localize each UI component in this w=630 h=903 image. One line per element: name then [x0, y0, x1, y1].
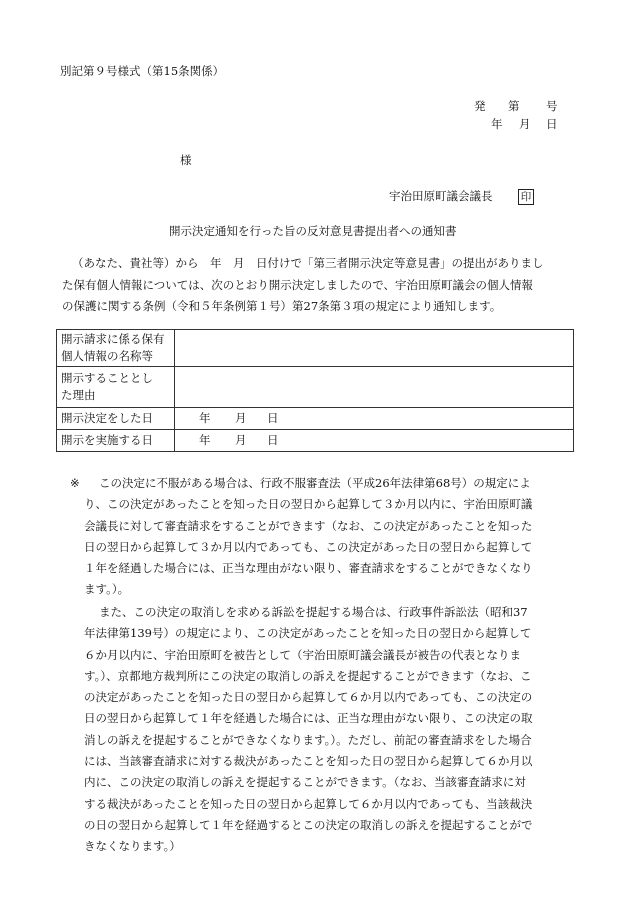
implementation-date-value: 年 月 日	[175, 430, 574, 452]
table-row	[57, 367, 574, 408]
issue-number-part: 号	[546, 99, 558, 113]
form-title: 別記第９号様式（第15条関係）	[60, 64, 225, 78]
note-line: の決定があったことを知った日の翌日から起算して６か月以内であっても、この決定の	[84, 690, 533, 705]
note-paragraph-lawsuit	[62, 602, 582, 858]
table-label: 開示決定をした日	[57, 408, 175, 430]
intro-paragraph	[62, 253, 576, 318]
addressee-suffix: 様	[180, 153, 192, 167]
note-line: ます。）。	[84, 582, 130, 597]
intro-line: （あなた、貴社等）から 年 月 日付けで「第三者開示決定等意見書」の提出がありまし	[72, 256, 544, 270]
table-value	[175, 330, 574, 367]
table-label: 開示することとし た理由	[57, 367, 175, 408]
table-label: 開示請求に係る保有 個人情報の名称等	[57, 330, 175, 367]
note-line: 日の翌日から起算して３か月以内であっても、この決定があった日の翌日から起算して	[84, 539, 533, 554]
note-line: り、この決定があったことを知った日の翌日から起算して３か月以内に、宇治田原町議	[84, 497, 533, 512]
note-line: 消しの訴えを提起することができなくなります。）。ただし、前記の審査請求をした場合	[84, 732, 532, 747]
decision-date-value: 年 月 日	[175, 408, 574, 430]
issue-number-part: 第	[508, 99, 520, 113]
disclosure-table	[56, 329, 574, 452]
document-title: 開示決定通知を行った旨の反対意見書提出者への通知書	[169, 224, 457, 238]
table-row	[57, 330, 574, 367]
note-line: には、当該審査請求に対する裁決があったことを知った日の翌日から起算して６か月以	[84, 754, 533, 769]
issue-date-part: 日	[546, 117, 558, 131]
note-line: １年を経過した場合には、正当な理由がない限り、審査請求をすることができなくなり	[84, 561, 533, 576]
note-paragraph-appeal	[62, 473, 582, 601]
seal-mark: 印	[518, 189, 534, 205]
intro-line: の保護に関する条例（令和５年条例第１号）第27条第３項の規定により通知します。	[62, 299, 502, 313]
note-line: ６か月以内に、宇治田原町を被告として（宇治田原町議会議長が被告の代表となりま	[84, 647, 521, 662]
note-line: 年法律第139号）の規定により、この決定があったことを知った日の翌日から起算して	[84, 626, 532, 641]
note-line: す。）、京都地方裁判所にこの決定の取消しの訴えを提起することができます（なお、こ	[84, 668, 532, 683]
table-label: 開示を実施する日	[57, 430, 175, 452]
note-line: きなくなります。）	[84, 839, 181, 854]
note-line: また、この決定の取消しを求める訴訟を提起する場合は、行政事件訴訟法（昭和37	[99, 605, 528, 619]
note-line: この決定に不服がある場合は、行政不服審査法（平成26年法律第68号）の規定によ	[99, 476, 531, 490]
note-line: 日の翌日から起算して１年を経過した場合には、正当な理由がない限り、この決定の取	[84, 711, 533, 726]
issue-number-part: 発	[474, 99, 486, 113]
sender-name: 宇治田原町議会議長	[389, 189, 493, 203]
note-line: 内に、この決定の取消しの訴えを提起することができます。（なお、当該審査請求に対	[84, 775, 526, 790]
note-line: する裁決があったことを知った日の翌日から起算して６か月以内であっても、当該裁決	[84, 796, 533, 811]
issue-date-part: 月	[519, 117, 531, 131]
table-row	[57, 408, 574, 430]
table-value	[175, 367, 574, 408]
issue-date-part: 年	[491, 117, 503, 131]
intro-line: た保有個人情報については、次のとおり開示決定しましたので、宇治田原町議会の個人情報	[62, 277, 534, 292]
note-line: の日の翌日から起算して１年を経過するとこの決定の取消しの訴えを提起することがで	[84, 817, 533, 832]
note-mark: ※	[70, 476, 80, 490]
note-line: 会議長に対して審査請求をすることができます（なお、この決定があったことを知った	[84, 518, 533, 533]
table-row	[57, 430, 574, 452]
